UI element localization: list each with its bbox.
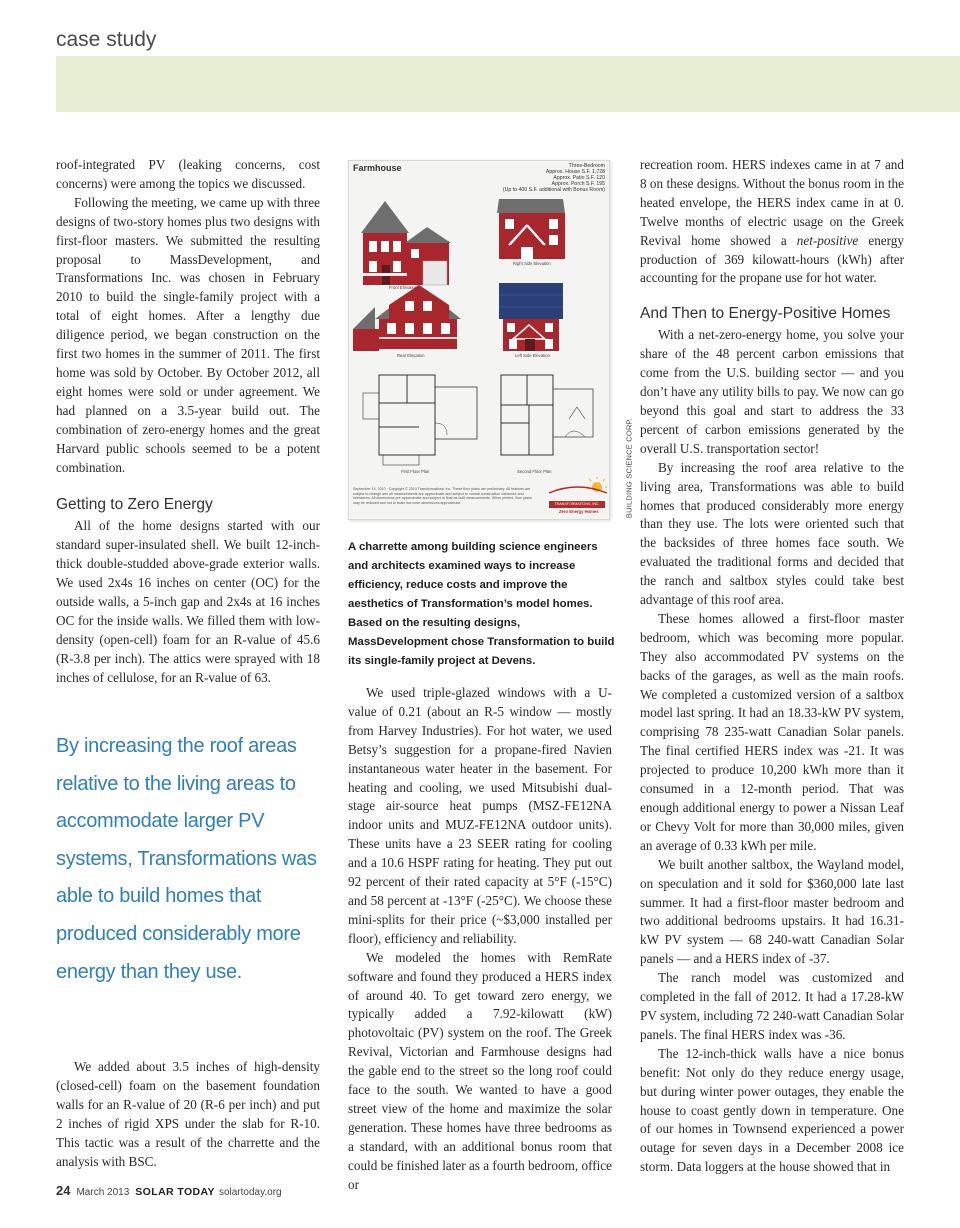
col2-paragraph-2: We modeled the homes with RemRate software and found they produced a HERS index of around 40. To get toward zero energy, we typically added a 7.92-kilowatt (kW) photovoltaic (PV) system on the roof. The Greek Revival, Victorian and Farmhouse designs had the gable end to the street so the long roof could face to the south. We wanted to have a good street view of the home and maximize the solar generation. These homes have three bedrooms as a standard, with an additional bonus room that could be finished later as a fourth bedroom, office or xyxy=(348,949,612,1192)
col3-p1-end: energy production of 369 kilowatt-hours (kWh) after accounting for the propane use for hot water. xyxy=(640,232,904,286)
section-label: case study xyxy=(56,28,157,51)
page-number: 24 xyxy=(56,1183,71,1198)
column-2 xyxy=(348,684,612,1194)
front-elevation-label: Front Elevation xyxy=(389,285,418,290)
issue-date: March 2013 xyxy=(76,1187,130,1198)
second-floor-plan-label: Second Floor Plan xyxy=(517,469,552,474)
house-drawings xyxy=(349,161,611,521)
column-1-bottom xyxy=(56,1058,320,1171)
col1-paragraph-4: We added about 3.5 inches of high-density (closed-cell) foam on the basement foundation walls for an R-value of 20 (R-6 per inch) and put 2 inches of rigid XPS under the slab for R-10. This tactic was a result of the charrette and the analysis with BSC. xyxy=(56,1059,320,1169)
col1-paragraph-2: Following the meeting, we came up with three designs of two-story homes plus two designs with first-floor masters. We submitted the resulting proposal to MassDevelopment, and Transformations Inc. was chosen in February 2010 to build the single-family project with a total of eight homes. After a lengthy due diligence period, we began construction on the first two homes in the summer of 2011. The first home was sold by October. By October 2012, all eight homes were sold or under agreement. We had planned on a 3.5-year build out. The combination of zero-energy homes and the great Harvard public schools seemed to be a potent combination. xyxy=(56,194,320,475)
pull-quote: By increasing the roof areas relative to the living areas to accommodate larger PV systems, Transformations was able to build homes that produced considerably more energy than they use. xyxy=(56,735,317,983)
photo-credit xyxy=(623,418,635,518)
sun-logo xyxy=(549,477,607,493)
figure-brand-logo: TRANSFORMATIONS, INC. xyxy=(549,501,605,508)
figure-fine-print: September 14, 2010 · Copyright © 2010 Transformations, Inc. These floor plans are preliminary. All features are subject to change and all measurements are approximate and subject to normal construction variances and tolerances. All dimensions are approximate and subject to final as-built measurements. When printed, floor plans may be reduced and not to scale but room dimensions approximate. xyxy=(353,487,532,505)
col1-paragraph-3: All of the home designs started with our standard super-insulated shell. We built 12-inch-thick double-studded above-grade exterior walls. We used 2x4s 16 inches on center (OC) for the outside walls, a 5-inch gap and 2x4s at 16 inches OC for the inside walls. We filled them with low-density (open-cell) foam for an R-value of 45.6 (R-3.8 per inch). The attics were sprayed with 18 inches of cellulose, for an R-value of 63. xyxy=(56,518,320,685)
rear-elevation-label: Rear Elevation xyxy=(397,353,425,358)
figure-title: Farmhouse xyxy=(353,163,402,173)
heading-energy-positive-homes: And Then to Energy-Positive Homes xyxy=(640,305,891,323)
spec-line: Approx. Porch S.F. 195 xyxy=(551,181,605,187)
col3-paragraph-3: By increasing the roof area relative to the living area, Transformations was able to build homes that produced considerably more energy than they use. The lots were oriented such that the backsides of three homes face south. We evaluated the traditional forms and decided that the ranch and saltbox styles could take best advantage of this roof area. xyxy=(640,459,904,608)
photo-credit-text: BUILDING SCIENCE CORP. xyxy=(624,417,634,519)
spec-line: (Up to 400 S.F. additional with Bonus Room) xyxy=(502,187,605,193)
col3-paragraph-7: The 12-inch-thick walls have a nice bonus benefit: Not only do they reduce energy usage, but during winter power outages, they enable the house to coast gently down in temperature. One of our homes in Townsend experienced a power outage for seven days in a December 2008 ice storm. Data loggers at the house showed that in xyxy=(640,1045,904,1175)
col3-paragraph-6: The ranch model was customized and completed in the fall of 2012. It had a 17.28-kW PV system, including 72 240-watt Canadian Solar panels. The final HERS index was -36. xyxy=(640,970,904,1042)
col3-paragraph-5: We built another saltbox, the Wayland model, on speculation and it sold for $360,000 late last summer. It had a first-floor master bedroom and two additional bedrooms upstairs. It had 16.31-kW PV system — 68 240-watt Canadian Solar panels — and a HERS index of -37. xyxy=(640,856,904,967)
right-elevation-label: Right Side Elevation xyxy=(513,261,551,266)
figure-brand-tagline: Zero Energy Homes xyxy=(559,509,599,514)
col3-p1-start: recreation room. HERS indexes came in at 7 and 8 on these designs. Without the bonus room in the heated envelope, the HERS index came in at 0. Twelve months of electric usage on the Greek Revival home showed a xyxy=(640,157,904,248)
left-elevation-label: Left Side Elevation xyxy=(515,353,550,358)
col3-paragraph-1 xyxy=(640,156,904,288)
figure-caption: A charrette among building science engineers and architects examined ways to increase efficiency, reduce costs and improve the aesthetics of Transformation’s model homes. Based on the resulting designs, MassDevelopment chose Transformation to build its single-family project at Devens. xyxy=(348,541,615,667)
rear-elevation-drawing xyxy=(353,285,461,351)
col3-paragraph-2: With a net-zero-energy home, you solve your share of the 48 percent carbon emissions that come from the U.S. building sector — and you don’t have any utility bills to pay. We now can go beyond this goal and start to address the 33 percent of carbon emissions generated by the overall U.S. transportation sector! xyxy=(640,327,904,456)
col3-paragraph-4: These homes allowed a first-floor master bedroom, which was becoming more popular. They also accommodated PV systems on the backs of the garages, as well as the main roofs. We completed a customized version of a saltbox model last spring. It had an 18.33-kW PV system, comprising 78 235-watt Canadian Solar panels. The final certified HERS index was -21. It was projected to produce 10,200 kWh more than it consumed in a 12-month period. That was enough additional energy to power a Nissan Leaf or Chevy Volt for more than 30,000 miles, given an average of 0.33 kWh per mile. xyxy=(640,610,904,853)
header-band xyxy=(56,56,960,112)
spec-line: Approx. Patio S.F. 120 xyxy=(553,175,605,181)
spec-line: Three-Bedroom xyxy=(568,163,605,169)
heading-getting-to-zero-energy: Getting to Zero Energy xyxy=(56,496,213,514)
farmhouse-plan-figure xyxy=(348,160,610,520)
first-floor-plan-drawing xyxy=(363,375,477,465)
col3-p1-emphasis: net-positive xyxy=(796,232,859,248)
left-elevation-drawing xyxy=(499,283,563,351)
spec-line: Approx. House S.F. 1,728 xyxy=(545,169,605,175)
right-elevation-drawing xyxy=(497,199,565,259)
col2-paragraph-1: We used triple-glazed windows with a U-value of 0.21 (about an R-5 window — mostly from Harvey Industries). For hot water, we used Betsy’s suggestion for a propane-fired Navien instantaneous water heater in the basement. For heating and cooling, we used Mitsubishi dual-stage air-source heat pumps (MSZ-FE12NA indoor units and MUZ-FE12NA outdoor units). These units have a 23 SEER rating for cooling and a 10.6 HSPF rating for heating. They put out 92 percent of their rated capacity at 5°F (-15°C) and 58 percent at -13°F (-25°C). We choose these mini-splits for their price (~$3,000 installed per floor), efficiency and reliability. xyxy=(348,685,612,946)
second-floor-plan-drawing xyxy=(501,375,593,455)
first-floor-plan-label: First Floor Plan xyxy=(401,469,430,474)
column-1 xyxy=(56,156,320,688)
front-elevation-drawing xyxy=(361,201,451,285)
magazine-url: solartoday.org xyxy=(218,1187,282,1198)
col1-paragraph-1: roof-integrated PV (leaking concerns, cost concerns) were among the topics we discussed. xyxy=(56,157,320,191)
magazine-name: SOLAR TODAY xyxy=(135,1186,215,1198)
page-footer xyxy=(56,1183,282,1198)
column-3 xyxy=(640,156,904,1177)
